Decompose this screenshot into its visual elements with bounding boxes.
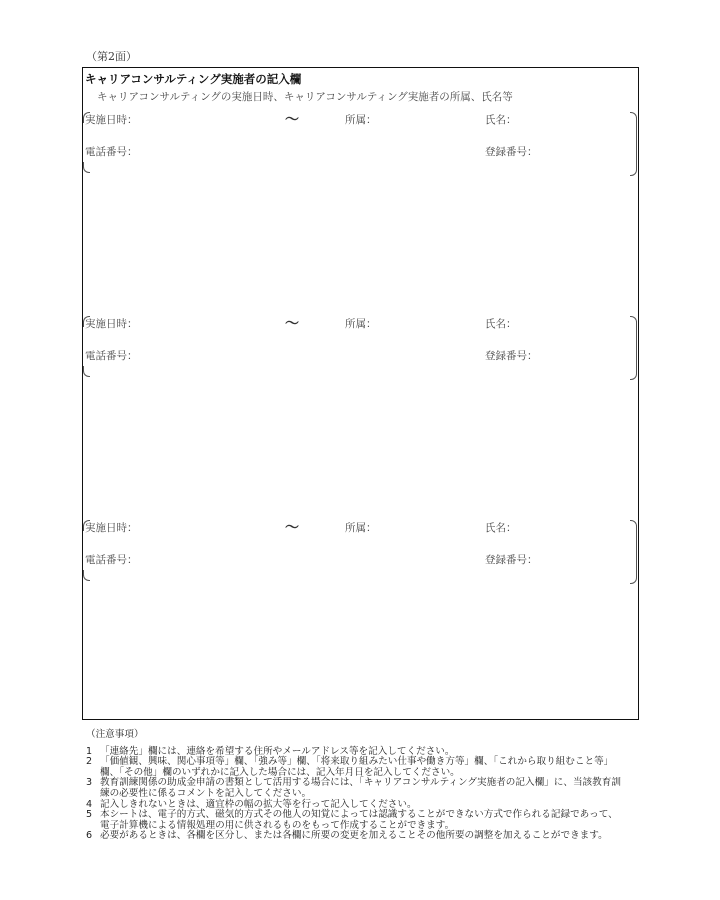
phone-label: 電話番号： [85, 554, 138, 566]
notes-heading: （注意事項） [86, 729, 144, 740]
note-text: 教育訓練関係の助成金申請の書類として活用する場合には、「キャリアコンサルティング実施者の記入欄」に、当該教育訓練の必要性に係るコメントを記入してください。 [100, 777, 621, 799]
right-bracket [630, 112, 637, 176]
note-text: 本シートは、電子的方式、磁気的方式その他人の知覚によっては認識することができない方式で作られる記録であって、電子計算機による情報処理の用に供されるものをもって作成することができます。 [100, 809, 618, 831]
name-label: 氏名： [485, 114, 517, 126]
note-text: 「連絡先」欄には、連絡を希望する住所やメールアドレス等を記入してください。 [100, 745, 455, 757]
note-item [86, 778, 626, 799]
right-bracket [630, 520, 637, 584]
consultation-entry-1[interactable] [83, 112, 638, 182]
left-bracket-bottom [83, 366, 90, 377]
note-number: 6 [86, 830, 93, 842]
note-number: 2 [86, 756, 93, 768]
registration-label: 登録番号： [485, 554, 538, 566]
date-label: 実施日時： [85, 114, 138, 126]
note-text: 「価値観、興味、関心事項等」欄、「強み等」欄、「将来取り組みたい仕事や働き方等」欄、「これから取り組むこと等」欄、「その他」欄のいずれかに記入した場合には、記入年月日を記入してください。 [100, 756, 614, 778]
notes-section [86, 730, 626, 842]
tilde-separator: ～ [285, 112, 299, 128]
name-label: 氏名： [485, 318, 517, 330]
left-bracket-top [83, 112, 90, 123]
note-text: 必要があるときは、各欄を区分し、または各欄に所要の変更を加えることその他所要の調整を加えることができます。 [100, 830, 608, 842]
note-number: 3 [86, 777, 93, 789]
tilde-separator: ～ [285, 316, 299, 332]
page-label: （第2面） [86, 50, 137, 63]
left-bracket-top [83, 316, 90, 327]
consultation-entry-3[interactable] [83, 520, 638, 590]
right-bracket [630, 316, 637, 380]
name-label: 氏名： [485, 522, 517, 534]
registration-label: 登録番号： [485, 146, 538, 158]
affiliation-label: 所属： [345, 522, 377, 534]
affiliation-label: 所属： [345, 318, 377, 330]
affiliation-label: 所属： [345, 114, 377, 126]
note-item [86, 757, 626, 778]
section-title: キャリアコンサルティング実施者の記入欄 [85, 72, 302, 86]
note-number: 5 [86, 809, 93, 821]
phone-label: 電話番号： [85, 146, 138, 158]
note-item [86, 831, 626, 842]
tilde-separator: ～ [285, 520, 299, 536]
date-label: 実施日時： [85, 318, 138, 330]
note-number: 4 [86, 798, 93, 810]
phone-label: 電話番号： [85, 350, 138, 362]
consultant-entry-frame [82, 67, 639, 720]
note-text: 記入しきれないときは、適宜枠の幅の拡大等を行って記入してください。 [100, 798, 417, 810]
registration-label: 登録番号： [485, 350, 538, 362]
left-bracket-bottom [83, 570, 90, 581]
left-bracket-bottom [83, 162, 90, 173]
date-label: 実施日時： [85, 522, 138, 534]
section-subtitle: キャリアコンサルティングの実施日時、キャリアコンサルティング実施者の所属、氏名等 [97, 91, 513, 103]
left-bracket-top [83, 520, 90, 531]
note-number: 1 [86, 745, 93, 757]
note-item [86, 810, 626, 831]
consultation-entry-2[interactable] [83, 316, 638, 386]
